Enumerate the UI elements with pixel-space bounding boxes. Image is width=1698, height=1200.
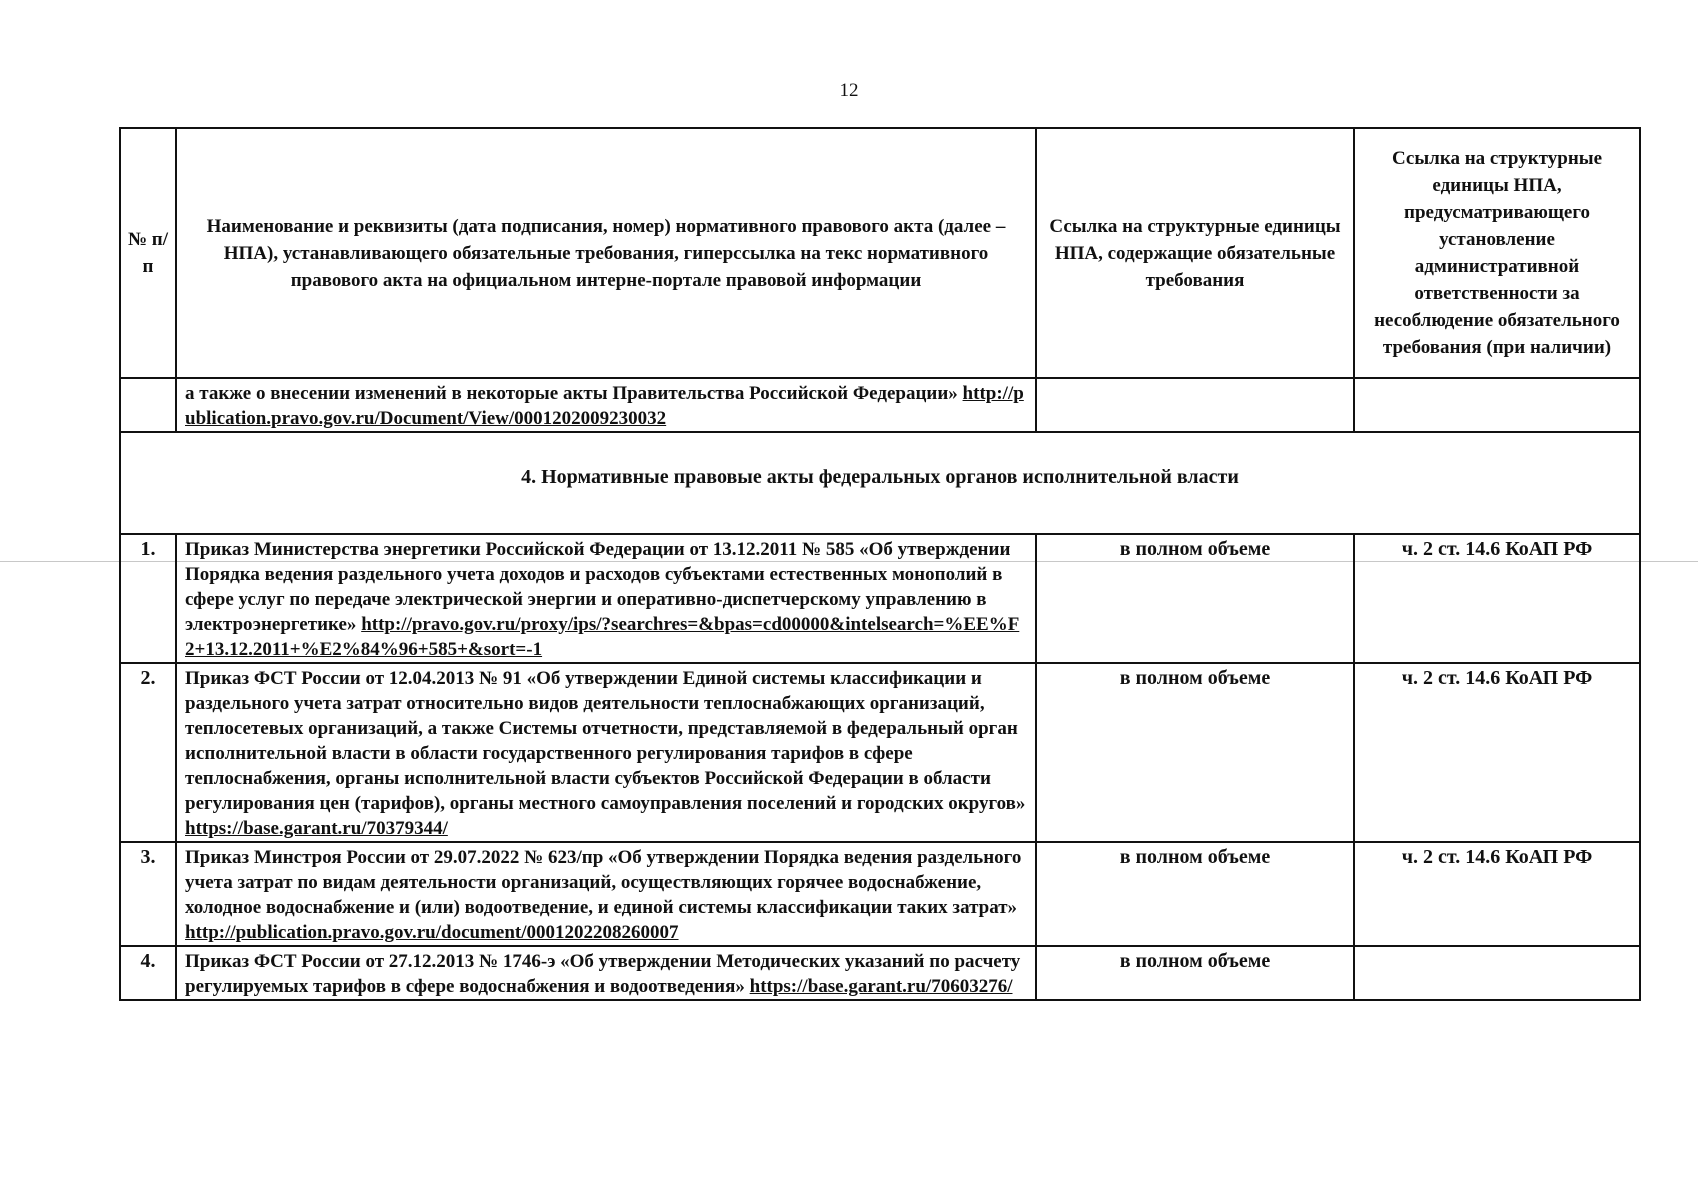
row-num: 3. (120, 842, 176, 946)
row-link[interactable]: https://base.garant.ru/70603276/ (749, 976, 1013, 997)
header-num: № п/п (120, 128, 176, 378)
continuation-resp-cell (1354, 378, 1640, 432)
row-text: Приказ Министерства энергетики Российской Федерации от 13.12.2011 № 585 «Об утверждении Порядка ведения раздельного учета доходов и расходов субъектами естественных монополий в сфере услуг по передаче электрической энергии и оперативно-диспетчерскому управлению в электроэнергетике» (185, 539, 1011, 635)
continuation-text: а также о внесении изменений в некоторые акты Правительства Российской Федерации» (185, 383, 958, 404)
header-resp: Ссылка на структурные единицы НПА, предусматривающего установление административной ответственности за несоблюдение обязательного требования (при наличии) (1354, 128, 1640, 378)
row-name-cell (176, 534, 1036, 663)
row-text: Приказ ФСТ России от 27.12.2013 № 1746-э «Об утверждении Методических указаний по расчету регулируемых тарифов в сфере водоснабжения и водоотведения» (185, 951, 1021, 997)
row-num: 4. (120, 946, 176, 1000)
row-ref: в полном объеме (1036, 842, 1354, 946)
table-header-row (120, 128, 1640, 378)
header-ref: Ссылка на структурные единицы НПА, содержащие обязательные требования (1036, 128, 1354, 378)
npa-table (119, 127, 1641, 1001)
header-name: Наименование и реквизиты (дата подписания, номер) нормативного правового акта (далее – НПА), устанавливающего обязательные требования, гиперссылка на текс нормативного правового акта на официальном интерне-портале правовой информации (176, 128, 1036, 378)
continuation-ref-cell (1036, 378, 1354, 432)
table-row (120, 663, 1640, 842)
table-row (120, 534, 1640, 663)
row-resp: ч. 2 ст. 14.6 КоАП РФ (1354, 534, 1640, 663)
row-resp: ч. 2 ст. 14.6 КоАП РФ (1354, 663, 1640, 842)
continuation-row (120, 378, 1640, 432)
table-row (120, 946, 1640, 1000)
table-row (120, 842, 1640, 946)
row-num: 1. (120, 534, 176, 663)
continuation-name-cell (176, 378, 1036, 432)
row-name-cell (176, 663, 1036, 842)
section-row (120, 432, 1640, 534)
continuation-link[interactable]: http://publication.pravo.gov.ru/Document/View/0001202009230032 (185, 383, 1024, 429)
row-num: 2. (120, 663, 176, 842)
row-text: Приказ Минстроя России от 29.07.2022 № 623/пр «Об утверждении Порядка ведения раздельного учета затрат по видам деятельности организаций, осуществляющих горячее водоснабжение, холодное водоснабжение и (или) водоотведение, и единой системы классификации таких затрат» (185, 847, 1022, 918)
page-number: 12 (839, 80, 859, 101)
row-ref: в полном объеме (1036, 534, 1354, 663)
section-title: 4. Нормативные правовые акты федеральных органов исполнительной власти (120, 432, 1640, 534)
row-ref: в полном объеме (1036, 946, 1354, 1000)
row-resp (1354, 946, 1640, 1000)
row-link[interactable]: http://pravo.gov.ru/proxy/ips/?searchres=&bpas=cd00000&intelsearch=%EE%F2+13.12.2011+%E2%84%96+585+&sort=-1 (185, 614, 1020, 660)
row-link[interactable]: http://publication.pravo.gov.ru/document/0001202208260007 (185, 922, 679, 943)
row-name-cell (176, 842, 1036, 946)
row-name-cell (176, 946, 1036, 1000)
row-resp: ч. 2 ст. 14.6 КоАП РФ (1354, 842, 1640, 946)
row-ref: в полном объеме (1036, 663, 1354, 842)
row-text: Приказ ФСТ России от 12.04.2013 № 91 «Об утверждении Единой системы классификации и раздельного учета затрат относительно видов деятельности теплоснабжающих организаций, теплосетевых организаций, а также Системы отчетности, представляемой в федеральный орган исполнительной власти в области государственного регулирования тарифов в сфере теплоснабжения, органы исполнительной власти субъектов Российской Федерации в области регулирования цен (тарифов), органы местного самоуправления поселений и городских округов» (185, 668, 1026, 814)
row-link[interactable]: https://base.garant.ru/70379344/ (185, 818, 448, 839)
continuation-num-cell (120, 378, 176, 432)
